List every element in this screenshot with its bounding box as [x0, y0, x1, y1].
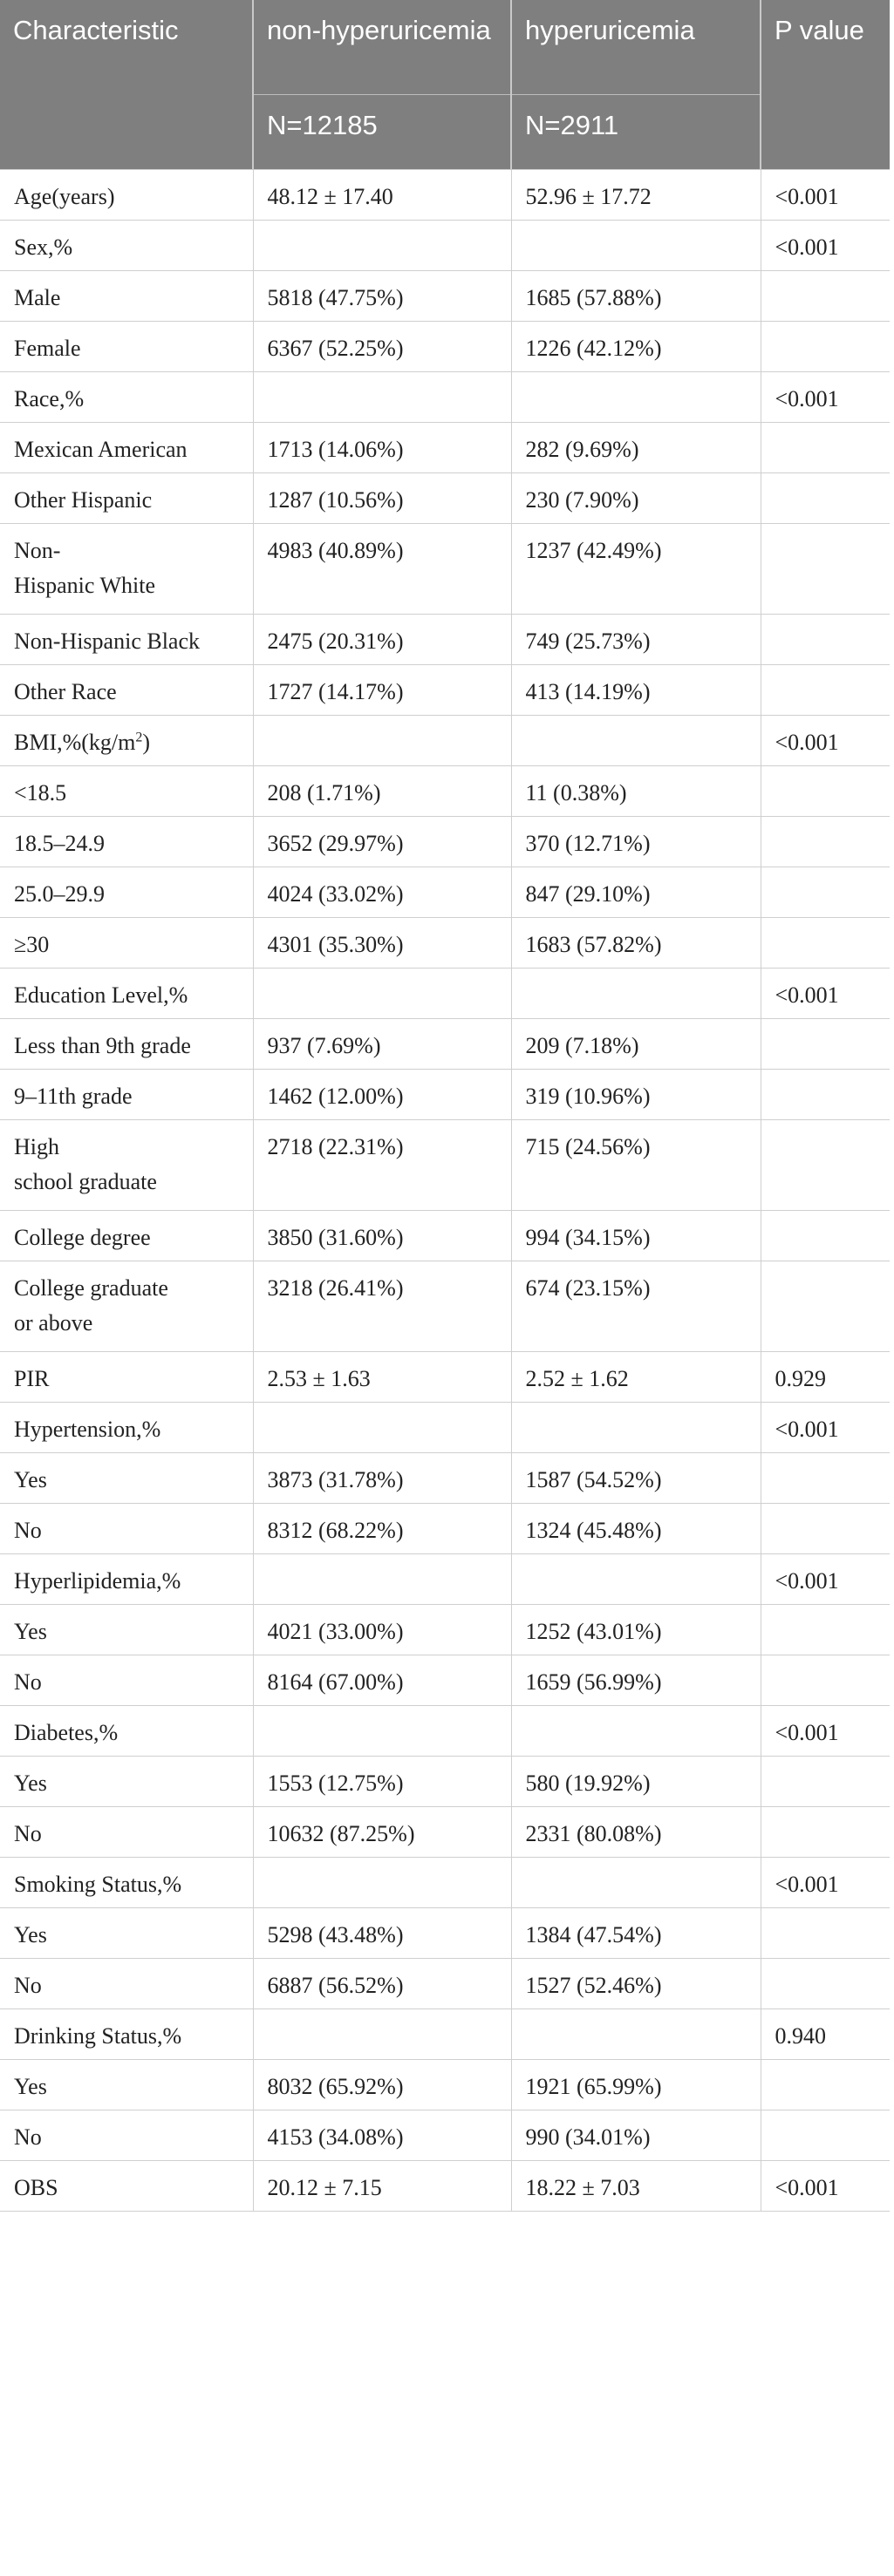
- characteristic-text: Non-: [14, 538, 61, 563]
- cell-p-value: [761, 1019, 890, 1070]
- cell-p-value: <0.001: [761, 221, 890, 271]
- cell-characteristic: [0, 1261, 253, 1352]
- cell-p-value: <0.001: [761, 1403, 890, 1453]
- cell-characteristic: [0, 1807, 253, 1858]
- cell-hyperuricemia: 282 (9.69%): [511, 423, 761, 473]
- table-row: [0, 2060, 890, 2110]
- header-hyperuricemia-n: N=2911: [511, 95, 761, 170]
- cell-hyperuricemia: [511, 372, 761, 423]
- characteristic-text: Yes: [14, 1922, 47, 1947]
- cell-non-hyperuricemia: 20.12 ± 7.15: [253, 2161, 511, 2212]
- cell-characteristic: [0, 1908, 253, 1959]
- cell-hyperuricemia: 1252 (43.01%): [511, 1605, 761, 1655]
- cell-p-value: [761, 1070, 890, 1120]
- cell-non-hyperuricemia: 3850 (31.60%): [253, 1211, 511, 1261]
- characteristic-text: Non-Hispanic Black: [14, 629, 201, 654]
- cell-characteristic: [0, 1120, 253, 1211]
- cell-p-value: [761, 817, 890, 867]
- cell-characteristic: [0, 2110, 253, 2161]
- characteristic-text: OBS: [14, 2175, 58, 2200]
- cell-non-hyperuricemia: 48.12 ± 17.40: [253, 170, 511, 221]
- cell-p-value: [761, 1959, 890, 2009]
- cell-characteristic: [0, 918, 253, 969]
- cell-non-hyperuricemia: 4983 (40.89%): [253, 524, 511, 615]
- cell-p-value: [761, 867, 890, 918]
- header-row: [0, 0, 890, 95]
- characteristic-text: BMI,%(kg/m: [14, 730, 136, 755]
- cell-p-value: [761, 2060, 890, 2110]
- characteristic-text: Hispanic White: [14, 573, 155, 598]
- table-row: [0, 2110, 890, 2161]
- cell-non-hyperuricemia: [253, 2009, 511, 2060]
- table-row: [0, 867, 890, 918]
- cell-hyperuricemia: [511, 221, 761, 271]
- cell-non-hyperuricemia: 3652 (29.97%): [253, 817, 511, 867]
- cell-p-value: [761, 1757, 890, 1807]
- cell-non-hyperuricemia: 1713 (14.06%): [253, 423, 511, 473]
- table-row: [0, 716, 890, 766]
- superscript: 2: [135, 730, 143, 745]
- cell-hyperuricemia: 52.96 ± 17.72: [511, 170, 761, 221]
- cell-characteristic: [0, 1019, 253, 1070]
- cell-characteristic: [0, 322, 253, 372]
- cell-p-value: 0.929: [761, 1352, 890, 1403]
- characteristic-text: Hyperlipidemia,%: [14, 1568, 181, 1594]
- cell-non-hyperuricemia: 3218 (26.41%): [253, 1261, 511, 1352]
- cell-hyperuricemia: 319 (10.96%): [511, 1070, 761, 1120]
- characteristic-text: Diabetes,%: [14, 1720, 119, 1745]
- cell-p-value: [761, 2110, 890, 2161]
- cell-hyperuricemia: 580 (19.92%): [511, 1757, 761, 1807]
- cell-hyperuricemia: 1921 (65.99%): [511, 2060, 761, 2110]
- header-n-row: [0, 95, 890, 170]
- characteristic-text: PIR: [14, 1366, 50, 1391]
- characteristic-text: Female: [14, 336, 81, 361]
- table-row: [0, 2161, 890, 2212]
- cell-hyperuricemia: 1237 (42.49%): [511, 524, 761, 615]
- table-row: [0, 1706, 890, 1757]
- cell-characteristic: [0, 1504, 253, 1554]
- cell-p-value: [761, 1908, 890, 1959]
- cell-p-value: [761, 1655, 890, 1706]
- table-row: [0, 170, 890, 221]
- characteristic-text: Other Hispanic: [14, 487, 153, 513]
- characteristic-text: Sex,%: [14, 234, 73, 260]
- table-row: [0, 918, 890, 969]
- cell-non-hyperuricemia: 1553 (12.75%): [253, 1757, 511, 1807]
- cell-non-hyperuricemia: [253, 372, 511, 423]
- cell-hyperuricemia: 1587 (54.52%): [511, 1453, 761, 1504]
- characteristic-text: Less than 9th grade: [14, 1033, 191, 1058]
- cell-non-hyperuricemia: [253, 969, 511, 1019]
- cell-non-hyperuricemia: 937 (7.69%): [253, 1019, 511, 1070]
- cell-hyperuricemia: 11 (0.38%): [511, 766, 761, 817]
- cell-p-value: [761, 766, 890, 817]
- table-row: [0, 1019, 890, 1070]
- cell-non-hyperuricemia: 5298 (43.48%): [253, 1908, 511, 1959]
- cell-p-value: [761, 1211, 890, 1261]
- cell-hyperuricemia: 1685 (57.88%): [511, 271, 761, 322]
- cell-hyperuricemia: 370 (12.71%): [511, 817, 761, 867]
- cell-characteristic: [0, 1605, 253, 1655]
- cell-hyperuricemia: 994 (34.15%): [511, 1211, 761, 1261]
- cell-hyperuricemia: [511, 716, 761, 766]
- table-row: [0, 1858, 890, 1908]
- table-row: [0, 423, 890, 473]
- table-row: [0, 1120, 890, 1211]
- cell-characteristic: [0, 170, 253, 221]
- cell-non-hyperuricemia: 8312 (68.22%): [253, 1504, 511, 1554]
- cell-p-value: <0.001: [761, 969, 890, 1019]
- table-row: [0, 665, 890, 716]
- characteristic-text: Male: [14, 285, 61, 310]
- cell-characteristic: [0, 1070, 253, 1120]
- table-row: [0, 1807, 890, 1858]
- cell-p-value: [761, 1120, 890, 1211]
- cell-non-hyperuricemia: 4301 (35.30%): [253, 918, 511, 969]
- characteristic-text: High: [14, 1134, 59, 1159]
- cell-p-value: [761, 615, 890, 665]
- table-row: [0, 766, 890, 817]
- characteristic-text: Yes: [14, 1771, 47, 1796]
- cell-characteristic: [0, 969, 253, 1019]
- characteristic-text: Age(years): [14, 184, 115, 209]
- cell-p-value: <0.001: [761, 716, 890, 766]
- table-row: [0, 817, 890, 867]
- cell-characteristic: [0, 372, 253, 423]
- cell-hyperuricemia: 990 (34.01%): [511, 2110, 761, 2161]
- cell-non-hyperuricemia: [253, 221, 511, 271]
- cell-hyperuricemia: 18.22 ± 7.03: [511, 2161, 761, 2212]
- cell-characteristic: [0, 1959, 253, 2009]
- cell-non-hyperuricemia: 1287 (10.56%): [253, 473, 511, 524]
- cell-characteristic: [0, 2060, 253, 2110]
- cell-p-value: [761, 918, 890, 969]
- cell-non-hyperuricemia: 2.53 ± 1.63: [253, 1352, 511, 1403]
- cell-hyperuricemia: 715 (24.56%): [511, 1120, 761, 1211]
- table-row: [0, 1453, 890, 1504]
- cell-non-hyperuricemia: [253, 1706, 511, 1757]
- header-non-hyperuricemia-n: N=12185: [253, 95, 511, 170]
- table-row: [0, 1261, 890, 1352]
- header-blank: [0, 95, 253, 170]
- characteristic-text: 25.0–29.9: [14, 881, 105, 907]
- cell-p-value: [761, 1504, 890, 1554]
- cell-characteristic: [0, 817, 253, 867]
- header-hyperuricemia: hyperuricemia: [511, 0, 761, 95]
- cell-characteristic: [0, 766, 253, 817]
- cell-p-value: [761, 322, 890, 372]
- table-row: [0, 2009, 890, 2060]
- table-row: [0, 1757, 890, 1807]
- table-row: [0, 1655, 890, 1706]
- cell-characteristic: [0, 1706, 253, 1757]
- header-characteristic: Characteristic: [0, 0, 253, 95]
- cell-p-value: 0.940: [761, 2009, 890, 2060]
- characteristic-text: ≥30: [14, 932, 50, 957]
- characteristic-text: No: [14, 1821, 42, 1846]
- cell-hyperuricemia: [511, 2009, 761, 2060]
- cell-p-value: <0.001: [761, 372, 890, 423]
- characteristic-text: Other Race: [14, 679, 117, 704]
- table-row: [0, 1211, 890, 1261]
- table-row: [0, 1403, 890, 1453]
- table-body: [0, 170, 890, 2212]
- cell-p-value: <0.001: [761, 1858, 890, 1908]
- table-row: [0, 271, 890, 322]
- cell-characteristic: [0, 423, 253, 473]
- cell-p-value: [761, 1807, 890, 1858]
- cell-characteristic: [0, 221, 253, 271]
- table-row: [0, 524, 890, 615]
- table-row: [0, 1352, 890, 1403]
- cell-hyperuricemia: 1683 (57.82%): [511, 918, 761, 969]
- cell-non-hyperuricemia: [253, 1554, 511, 1605]
- characteristic-text: No: [14, 1518, 42, 1543]
- cell-characteristic: [0, 1352, 253, 1403]
- cell-p-value: [761, 1261, 890, 1352]
- characteristic-text: No: [14, 1669, 42, 1695]
- table-row: [0, 1504, 890, 1554]
- table-row: [0, 1908, 890, 1959]
- cell-p-value: [761, 1605, 890, 1655]
- header-non-hyperuricemia: non-hyperuricemia: [253, 0, 511, 95]
- cell-non-hyperuricemia: 3873 (31.78%): [253, 1453, 511, 1504]
- characteristic-text: Mexican American: [14, 437, 188, 462]
- table-row: [0, 1605, 890, 1655]
- characteristic-text: Yes: [14, 2074, 47, 2099]
- characteristic-text: No: [14, 1973, 42, 1998]
- characteristic-text: Smoking Status,%: [14, 1872, 182, 1897]
- characteristic-text: Race,%: [14, 386, 85, 411]
- cell-characteristic: [0, 867, 253, 918]
- table-row: [0, 322, 890, 372]
- cell-non-hyperuricemia: 5818 (47.75%): [253, 271, 511, 322]
- header-blank: [761, 95, 890, 170]
- cell-hyperuricemia: [511, 1858, 761, 1908]
- cell-hyperuricemia: [511, 1706, 761, 1757]
- cell-p-value: <0.001: [761, 1554, 890, 1605]
- cell-p-value: [761, 1453, 890, 1504]
- cell-non-hyperuricemia: 8032 (65.92%): [253, 2060, 511, 2110]
- cell-hyperuricemia: 413 (14.19%): [511, 665, 761, 716]
- cell-non-hyperuricemia: 1727 (14.17%): [253, 665, 511, 716]
- table-row: [0, 969, 890, 1019]
- cell-characteristic: [0, 2009, 253, 2060]
- cell-characteristic: [0, 473, 253, 524]
- cell-non-hyperuricemia: [253, 1858, 511, 1908]
- cell-p-value: <0.001: [761, 1706, 890, 1757]
- cell-hyperuricemia: 209 (7.18%): [511, 1019, 761, 1070]
- cell-p-value: [761, 665, 890, 716]
- cell-non-hyperuricemia: 8164 (67.00%): [253, 1655, 511, 1706]
- characteristic-text: 9–11th grade: [14, 1084, 133, 1109]
- cell-non-hyperuricemia: 2718 (22.31%): [253, 1120, 511, 1211]
- table-row: [0, 221, 890, 271]
- table-row: [0, 1554, 890, 1605]
- characteristic-text: 18.5–24.9: [14, 831, 105, 856]
- cell-hyperuricemia: 230 (7.90%): [511, 473, 761, 524]
- cell-characteristic: [0, 1757, 253, 1807]
- table-row: [0, 372, 890, 423]
- cell-hyperuricemia: 749 (25.73%): [511, 615, 761, 665]
- cell-hyperuricemia: 1226 (42.12%): [511, 322, 761, 372]
- characteristic-text-end: ): [142, 730, 151, 755]
- cell-non-hyperuricemia: 208 (1.71%): [253, 766, 511, 817]
- cell-hyperuricemia: 1527 (52.46%): [511, 1959, 761, 2009]
- cell-non-hyperuricemia: 1462 (12.00%): [253, 1070, 511, 1120]
- cell-hyperuricemia: 1384 (47.54%): [511, 1908, 761, 1959]
- cell-characteristic: [0, 716, 253, 766]
- characteristic-text: school graduate: [14, 1169, 157, 1194]
- cell-p-value: [761, 473, 890, 524]
- cell-hyperuricemia: 2331 (80.08%): [511, 1807, 761, 1858]
- table-row: [0, 1959, 890, 2009]
- cell-characteristic: [0, 524, 253, 615]
- cell-characteristic: [0, 615, 253, 665]
- cell-characteristic: [0, 2161, 253, 2212]
- cell-p-value: <0.001: [761, 170, 890, 221]
- characteristic-text: No: [14, 2124, 42, 2150]
- characteristic-text: <18.5: [14, 780, 67, 805]
- characteristic-text: Yes: [14, 1619, 47, 1644]
- cell-non-hyperuricemia: 2475 (20.31%): [253, 615, 511, 665]
- cell-characteristic: [0, 1655, 253, 1706]
- cell-hyperuricemia: [511, 1403, 761, 1453]
- cell-non-hyperuricemia: 6367 (52.25%): [253, 322, 511, 372]
- cell-hyperuricemia: 847 (29.10%): [511, 867, 761, 918]
- cell-p-value: [761, 524, 890, 615]
- cell-characteristic: [0, 1211, 253, 1261]
- cell-non-hyperuricemia: [253, 1403, 511, 1453]
- characteristic-text: Yes: [14, 1467, 47, 1492]
- cell-hyperuricemia: 1324 (45.48%): [511, 1504, 761, 1554]
- cell-p-value: [761, 423, 890, 473]
- cell-non-hyperuricemia: 4153 (34.08%): [253, 2110, 511, 2161]
- cell-characteristic: [0, 1554, 253, 1605]
- cell-p-value: [761, 271, 890, 322]
- header-p-value: P value: [761, 0, 890, 95]
- cell-non-hyperuricemia: 4021 (33.00%): [253, 1605, 511, 1655]
- cell-hyperuricemia: 1659 (56.99%): [511, 1655, 761, 1706]
- cell-hyperuricemia: 2.52 ± 1.62: [511, 1352, 761, 1403]
- cell-non-hyperuricemia: 10632 (87.25%): [253, 1807, 511, 1858]
- cell-characteristic: [0, 1453, 253, 1504]
- table-row: [0, 473, 890, 524]
- characteristic-text: Hypertension,%: [14, 1417, 161, 1442]
- cell-hyperuricemia: [511, 969, 761, 1019]
- table-row: [0, 615, 890, 665]
- cell-non-hyperuricemia: 6887 (56.52%): [253, 1959, 511, 2009]
- cell-hyperuricemia: [511, 1554, 761, 1605]
- cell-hyperuricemia: 674 (23.15%): [511, 1261, 761, 1352]
- characteristic-text: College degree: [14, 1225, 151, 1250]
- characteristic-text: Drinking Status,%: [14, 2023, 182, 2049]
- characteristic-text: College graduate: [14, 1275, 168, 1301]
- cell-characteristic: [0, 271, 253, 322]
- cell-characteristic: [0, 665, 253, 716]
- characteristic-text: Education Level,%: [14, 982, 188, 1008]
- cell-non-hyperuricemia: 4024 (33.02%): [253, 867, 511, 918]
- cell-characteristic: [0, 1403, 253, 1453]
- cell-non-hyperuricemia: [253, 716, 511, 766]
- characteristic-text: or above: [14, 1310, 93, 1336]
- table-header: [0, 0, 890, 170]
- cell-characteristic: [0, 1858, 253, 1908]
- cell-p-value: <0.001: [761, 2161, 890, 2212]
- table-row: [0, 1070, 890, 1120]
